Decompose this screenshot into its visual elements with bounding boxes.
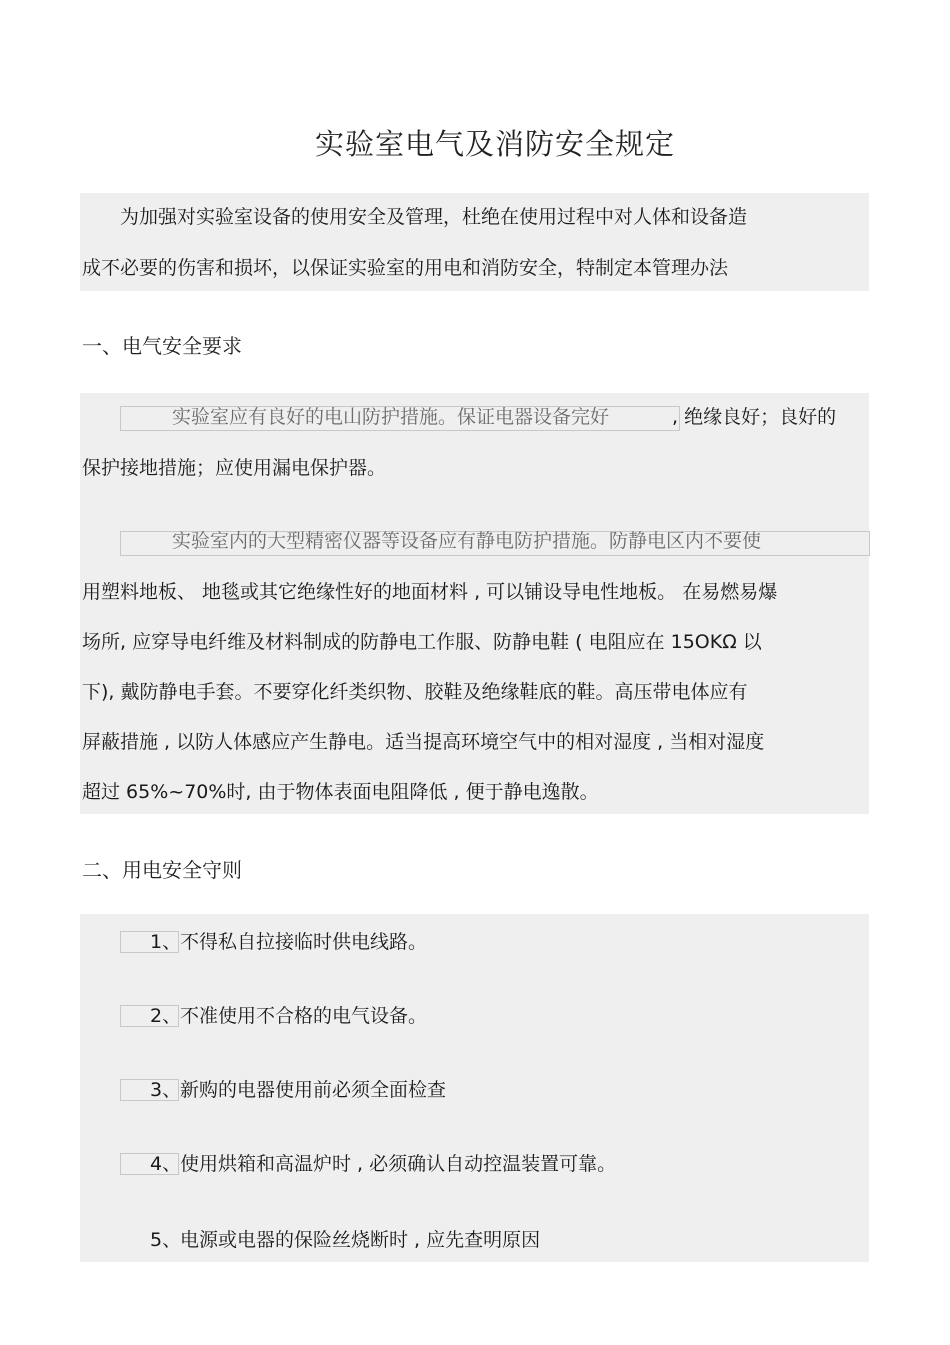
- rule-number: 5、: [150, 1229, 182, 1251]
- p2-line-6: 超过 65%~70%时, 由于物体表面电阻降低 , 便于静电逸散。: [82, 781, 599, 803]
- document-title: 实验室电气及消防安全规定: [314, 127, 675, 161]
- rule-text: 新购的电器使用前必须全面检查: [180, 1079, 447, 1101]
- rule-text: 不准使用不合格的电气设备。: [180, 1005, 428, 1027]
- p2-line-4: 下), 戴防静电手套。不要穿化纤类织物、胶鞋及绝缘鞋底的鞋。高压带电体应有: [82, 681, 748, 703]
- rule-number: 3、: [150, 1079, 182, 1101]
- p1-line-1a: 实验室应有良好的电山防护措施。保证电器设备完好: [172, 406, 610, 428]
- section-heading-electrical: 一、电气安全要求: [82, 334, 242, 358]
- rule-text: 电源或电器的保险丝烧断时 , 应先查明原因: [180, 1229, 541, 1251]
- p2-line-5: 屏蔽措施 , 以防人体感应产生静电。适当提高环境空气中的相对湿度 , 当相对湿度: [82, 731, 765, 753]
- rule-text: 使用烘箱和高温炉时 , 必须确认自动控温装置可靠。: [180, 1153, 617, 1175]
- p1-line-1b: , 绝缘良好；良好的: [672, 406, 837, 428]
- p1-line-2: 保护接地措施；应使用漏电保护器。: [82, 457, 387, 479]
- section-heading-usage-rules: 二、用电安全守则: [82, 858, 242, 882]
- rule-number: 2、: [150, 1005, 182, 1027]
- p2-line-2: 用塑料地板、 地毯或其它绝缘性好的地面材料 , 可以铺设导电性地板。 在易燃易爆: [82, 581, 778, 603]
- p2-line-3: 场所, 应穿导电纤维及材料制成的防静电工作服、防静电鞋 ( 电阻应在 15OKΩ 以: [82, 631, 762, 653]
- intro-line-1: 为加强对实验室设备的使用安全及管理，杜绝在使用过程中对人体和设备造: [120, 206, 748, 228]
- intro-line-2: 成不必要的伤害和损坏，以保证实验室的用电和消防安全，特制定本管理办法: [82, 257, 729, 279]
- rule-number: 1、: [150, 931, 182, 953]
- rule-text: 不得私自拉接临时供电线路。: [180, 931, 428, 953]
- p2-line-1: 实验室内的大型精密仪器等设备应有静电防护措施。防静电区内不要使: [172, 530, 762, 552]
- rule-number: 4、: [150, 1153, 182, 1175]
